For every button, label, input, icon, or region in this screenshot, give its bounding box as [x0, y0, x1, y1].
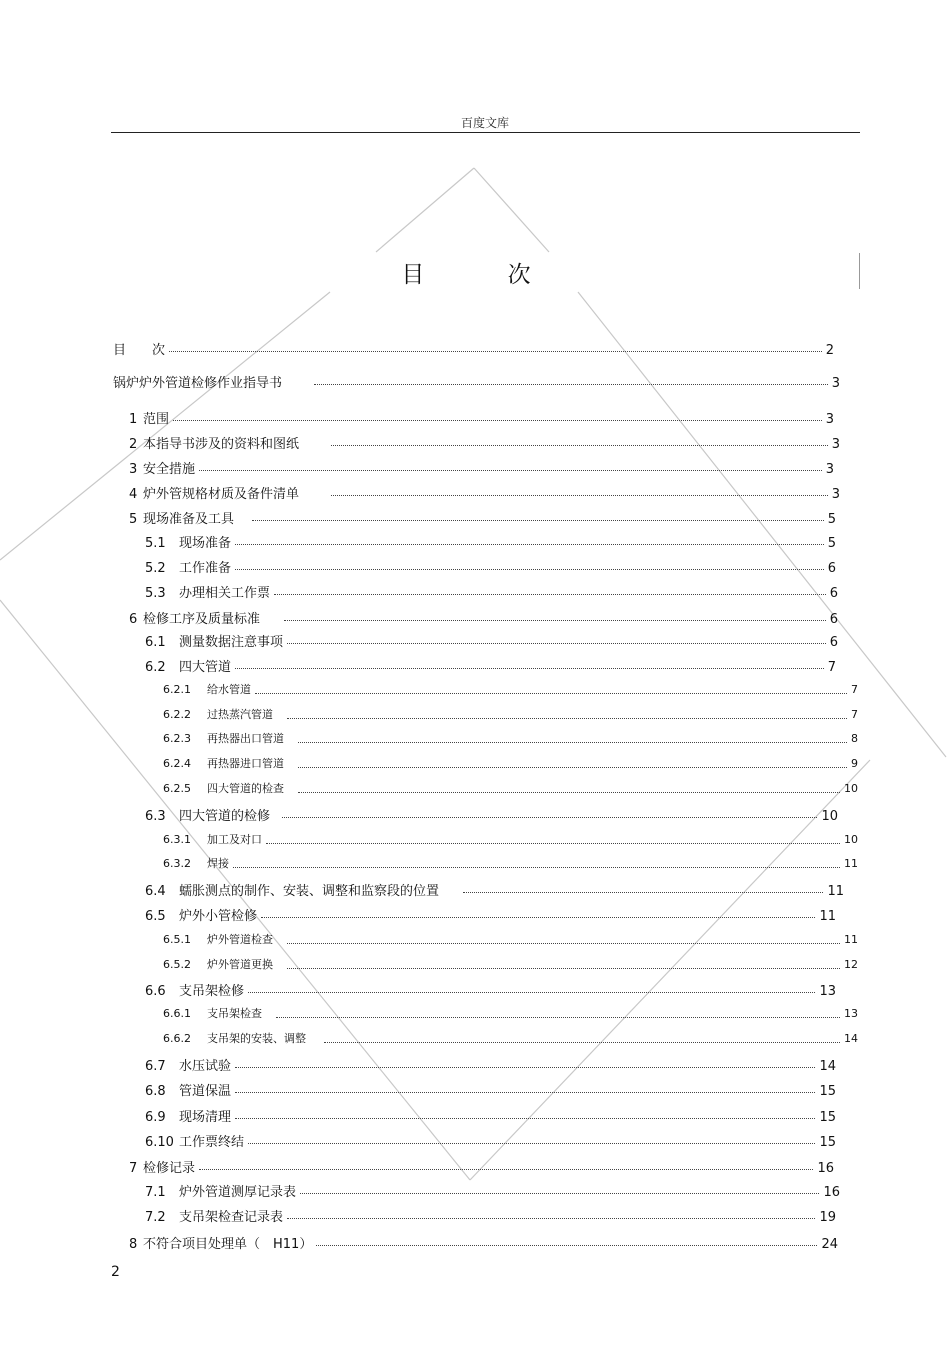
toc-entry[interactable] — [163, 706, 858, 724]
toc-leader-dots — [331, 445, 828, 446]
toc-entry[interactable] — [145, 880, 844, 898]
toc-leader-dots — [316, 1245, 817, 1246]
toc-entry[interactable] — [145, 1080, 836, 1098]
toc-entry-page: 19 — [819, 1210, 836, 1225]
toc-leader-dots — [255, 693, 847, 694]
toc-entry-label: 炉外管道测厚记录表 — [179, 1185, 297, 1200]
toc-entry-number: 7.2 — [145, 1210, 166, 1225]
toc-leader-dots — [235, 668, 824, 669]
toc-leader-dots — [235, 1092, 815, 1093]
toc-entry-page: 3 — [825, 462, 834, 477]
toc-entry-label: 管道保温 — [179, 1084, 232, 1099]
toc-entry-number: 6.2 — [145, 660, 166, 675]
toc-leader-dots — [252, 520, 824, 521]
toc-entry-label: 支吊架检查 — [207, 1007, 262, 1020]
toc-entry-label: 再热器出口管道 — [207, 732, 284, 745]
toc-leader-dots — [287, 643, 826, 644]
toc-entry-label: 给水管道 — [207, 683, 251, 696]
toc-entry[interactable] — [145, 582, 838, 600]
toc-entry-number: 6.5.1 — [163, 933, 191, 946]
toc-leader-dots — [284, 620, 826, 621]
toc-entry-label: 水压试验 — [179, 1059, 232, 1074]
toc-entry-label: 工作准备 — [179, 561, 232, 576]
toc-leader-dots — [287, 968, 840, 969]
toc-leader-dots — [282, 817, 817, 818]
toc-entry-label: 本指导书涉及的资料和图纸 — [143, 437, 300, 452]
toc-leader-dots — [235, 1118, 815, 1119]
toc-entry-label: 加工及对口 — [207, 833, 262, 846]
toc-leader-dots — [235, 544, 824, 545]
toc-entry-number: 6.6.2 — [163, 1032, 191, 1045]
toc-entry-page: 3 — [831, 437, 840, 452]
toc-entry-page: 16 — [823, 1185, 840, 1200]
toc-entry-page: 7 — [851, 683, 858, 696]
toc-entry-number: 6.5.2 — [163, 958, 191, 971]
toc-entry[interactable] — [145, 980, 836, 998]
toc-entry[interactable] — [113, 372, 840, 390]
toc-entry-page: 7 — [851, 708, 858, 721]
toc-entry-label: 支吊架的安装、调整 — [207, 1032, 306, 1045]
toc-leader-dots — [169, 351, 822, 352]
toc-entry[interactable] — [163, 831, 858, 849]
toc-entry[interactable] — [163, 956, 858, 974]
document-header: 百度文库 — [460, 116, 509, 130]
toc-entry-number: 8 — [129, 1237, 138, 1252]
toc-entry[interactable] — [129, 508, 836, 526]
toc-entry[interactable] — [129, 433, 840, 451]
toc-entry-page: 5 — [827, 512, 836, 527]
header-divider — [111, 132, 860, 133]
toc-entry-label: 支吊架检查记录表 — [179, 1210, 284, 1225]
toc-entry-page: 13 — [819, 984, 836, 999]
toc-leader-dots — [287, 718, 847, 719]
toc-entry-label: 炉外管道检查 — [207, 933, 273, 946]
toc-entry-label: 现场准备及工具 — [143, 512, 235, 527]
toc-entry-number: 6.4 — [145, 884, 166, 899]
toc-entry-number: 6.8 — [145, 1084, 166, 1099]
toc-title: 目 次 — [401, 262, 569, 288]
toc-entry-number: 7.1 — [145, 1185, 166, 1200]
toc-entry-number: 6.5 — [145, 909, 166, 924]
toc-entry[interactable] — [129, 608, 838, 626]
toc-leader-dots — [314, 384, 828, 385]
toc-entry-number: 4 — [129, 487, 138, 502]
toc-entry-label: 现场清理 — [179, 1110, 232, 1125]
toc-entry-number: 5 — [129, 512, 138, 527]
toc-entry-number: 6.1 — [145, 635, 166, 650]
toc-entry-label: 炉外管规格材质及备件清单 — [143, 487, 300, 502]
toc-entry[interactable] — [145, 631, 838, 649]
toc-entry[interactable] — [163, 730, 858, 748]
toc-entry-page: 3 — [831, 487, 840, 502]
toc-entry-page: 13 — [844, 1007, 858, 1020]
toc-entry-page: 10 — [844, 782, 858, 795]
toc-entry[interactable] — [163, 681, 858, 699]
toc-entry-label: 蠕胀测点的制作、安装、调整和监察段的位置 — [179, 884, 440, 899]
toc-entry-page: 11 — [844, 857, 858, 870]
toc-entry-label: 工作票终结 — [179, 1135, 245, 1150]
toc-entry-number: 5.3 — [145, 586, 166, 601]
toc-entry-number: 6.7 — [145, 1059, 166, 1074]
toc-entry[interactable] — [145, 1055, 836, 1073]
toc-entry-number: 5.2 — [145, 561, 166, 576]
toc-entry-page: 12 — [844, 958, 858, 971]
toc-entry-page: 16 — [817, 1161, 834, 1176]
toc-entry-page: 15 — [819, 1135, 836, 1150]
toc-entry-label: 不符合项目处理单（ H11） — [143, 1237, 313, 1252]
toc-entry-number: 6 — [129, 612, 138, 627]
toc-entry-number: 5.1 — [145, 536, 166, 551]
toc-leader-dots — [274, 594, 826, 595]
toc-leader-dots — [276, 1017, 840, 1018]
toc-leader-dots — [463, 892, 823, 893]
toc-entry[interactable] — [129, 1233, 838, 1251]
toc-entry-page: 6 — [827, 561, 836, 576]
toc-entry-number: 6.2.4 — [163, 757, 191, 770]
toc-entry-page: 15 — [819, 1084, 836, 1099]
toc-leader-dots — [287, 943, 840, 944]
toc-entry-number: 6.6 — [145, 984, 166, 999]
toc-entry-number: 6.3.2 — [163, 857, 191, 870]
toc-entry[interactable] — [145, 656, 836, 674]
toc-leader-dots — [287, 1218, 815, 1219]
toc-leader-dots — [235, 569, 824, 570]
page-number: 2 — [111, 1264, 120, 1280]
toc-entry-label: 目 次 — [113, 343, 166, 358]
toc-entry-page: 15 — [819, 1110, 836, 1125]
toc-entry[interactable] — [145, 1131, 836, 1149]
toc-entry[interactable] — [145, 532, 836, 550]
toc-entry-number: 6.3 — [145, 809, 166, 824]
toc-entry[interactable] — [145, 905, 836, 923]
toc-entry[interactable] — [145, 557, 836, 575]
toc-entry-label: 检修记录 — [143, 1161, 196, 1176]
toc-leader-dots — [248, 992, 815, 993]
toc-leader-dots — [235, 1067, 815, 1068]
toc-entry[interactable] — [145, 1206, 836, 1224]
toc-entry-page: 6 — [829, 635, 838, 650]
toc-entry-label: 检修工序及质量标准 — [143, 612, 261, 627]
toc-entry-label: 四大管道的检查 — [207, 782, 284, 795]
toc-entry-number: 6.3.1 — [163, 833, 191, 846]
toc-entry-label: 炉外管道更换 — [207, 958, 273, 971]
toc-entry-number: 6.2.5 — [163, 782, 191, 795]
toc-entry[interactable] — [163, 931, 858, 949]
toc-entry-page: 3 — [831, 376, 840, 391]
toc-entry-page: 14 — [844, 1032, 858, 1045]
toc-entry[interactable] — [145, 805, 838, 823]
toc-entry-page: 8 — [851, 732, 858, 745]
toc-entry-number: 3 — [129, 462, 138, 477]
toc-entry-page: 10 — [844, 833, 858, 846]
toc-entry-page: 7 — [827, 660, 836, 675]
toc-entry-number: 1 — [129, 412, 138, 427]
toc-leader-dots — [266, 843, 840, 844]
toc-entry-page: 9 — [851, 757, 858, 770]
toc-entry-label: 锅炉炉外管道检修作业指导书 — [113, 376, 283, 391]
toc-entry-label: 安全措施 — [143, 462, 196, 477]
toc-entry-page: 14 — [819, 1059, 836, 1074]
toc-leader-dots — [331, 495, 828, 496]
toc-entry-page: 11 — [844, 933, 858, 946]
toc-entry-label: 焊接 — [207, 857, 229, 870]
toc-entry[interactable] — [163, 755, 858, 773]
toc-entry[interactable] — [129, 1157, 834, 1175]
toc-entry-page: 6 — [829, 586, 838, 601]
toc-entry-label: 再热器进口管道 — [207, 757, 284, 770]
toc-entry-number: 6.9 — [145, 1110, 166, 1125]
toc-leader-dots — [298, 742, 847, 743]
toc-entry[interactable] — [129, 458, 834, 476]
toc-entry-number: 6.2.1 — [163, 683, 191, 696]
toc-entry-label: 过热蒸汽管道 — [207, 708, 273, 721]
toc-leader-dots — [261, 917, 815, 918]
toc-entry-number: 6.6.1 — [163, 1007, 191, 1020]
toc-entry-number: 7 — [129, 1161, 138, 1176]
toc-entry[interactable] — [163, 1005, 858, 1023]
toc-entry-page: 10 — [821, 809, 838, 824]
toc-entry[interactable] — [113, 339, 834, 357]
toc-entry-page: 2 — [825, 343, 834, 358]
toc-entry-label: 四大管道 — [179, 660, 232, 675]
toc-leader-dots — [324, 1042, 840, 1043]
toc-entry-label: 办理相关工作票 — [179, 586, 271, 601]
toc-entry[interactable] — [163, 855, 858, 873]
toc-entry[interactable] — [145, 1181, 840, 1199]
toc-entry-label: 现场准备 — [179, 536, 232, 551]
toc-entry[interactable] — [163, 1030, 858, 1048]
toc-leader-dots — [199, 1169, 813, 1170]
toc-entry-number: 6.10 — [145, 1135, 174, 1150]
toc-entry-page: 11 — [819, 909, 836, 924]
toc-entry-page: 5 — [827, 536, 836, 551]
toc-entry[interactable] — [145, 1106, 836, 1124]
toc-leader-dots — [300, 1193, 819, 1194]
toc-entry[interactable] — [129, 483, 840, 501]
toc-entry-label: 支吊架检修 — [179, 984, 245, 999]
toc-entry-page: 24 — [821, 1237, 838, 1252]
toc-leader-dots — [199, 470, 822, 471]
toc-leader-dots — [298, 792, 840, 793]
toc-leader-dots — [233, 867, 840, 868]
toc-leader-dots — [298, 767, 847, 768]
toc-entry-number: 6.2.2 — [163, 708, 191, 721]
toc-entry-number: 6.2.3 — [163, 732, 191, 745]
toc-entry-label: 范围 — [143, 412, 170, 427]
toc-entry-label: 炉外小管检修 — [179, 909, 258, 924]
toc-leader-dots — [173, 420, 822, 421]
toc-leader-dots — [248, 1143, 815, 1144]
toc-entry-number: 2 — [129, 437, 138, 452]
toc-entry-label: 四大管道的检修 — [179, 809, 271, 824]
toc-entry-label: 测量数据注意事项 — [179, 635, 284, 650]
toc-entry-page: 6 — [829, 612, 838, 627]
toc-entry-page: 3 — [825, 412, 834, 427]
toc-entry[interactable] — [163, 780, 858, 798]
toc-entry-page: 11 — [827, 884, 844, 899]
toc-entry[interactable] — [129, 408, 834, 426]
